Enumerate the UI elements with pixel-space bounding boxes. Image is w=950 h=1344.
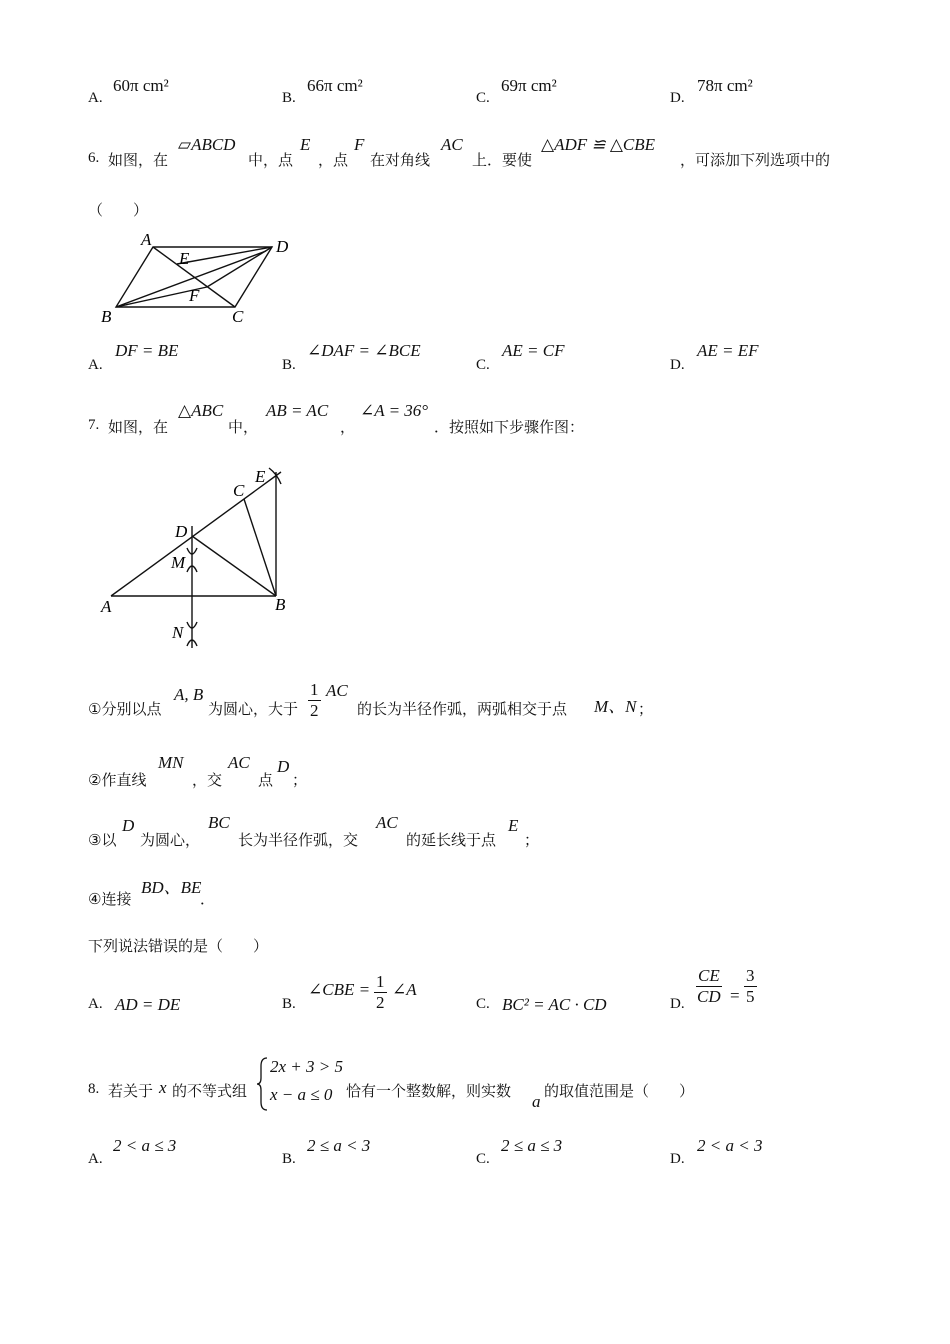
q7-label-d: D (175, 522, 188, 541)
q6-parallelogram-figure (95, 228, 305, 328)
q6-option-a-value: DF = BE (115, 341, 179, 360)
q6-label-d: D (276, 237, 289, 256)
q7-step4-bd-be: BD、BE (141, 878, 202, 897)
q7-label-e: E (255, 467, 266, 486)
q6-text-1: 如图，在 (108, 151, 169, 169)
q8-option-b-label: B. (282, 1151, 296, 1167)
q7-step1-half-fraction (308, 680, 321, 721)
q5-option-a-label: A. (88, 90, 103, 106)
q7-option-b-numerator: 1 (376, 972, 385, 991)
q7-step2-text-e: 点 (258, 771, 274, 789)
q7-math-triangle: △ABC (178, 401, 224, 420)
q6-option-d-label: D. (670, 357, 685, 373)
q7-label-a: A (101, 597, 112, 616)
q7-step3-semicolon: ； (524, 831, 540, 849)
q7-step3-text-e: 长为半径作弧，交 (238, 831, 359, 849)
q7-construction-figure (95, 460, 300, 655)
q5-option-b-value: 66π cm² (307, 76, 363, 95)
q7-step1-text-a: ①分别以点 (88, 700, 162, 718)
q8-text-3: 恰有一个整数解，则实数 (346, 1082, 512, 1100)
q7-step3-e: E (508, 816, 519, 835)
q7-option-a-label: A. (88, 996, 103, 1012)
q7-option-b-fraction (374, 972, 387, 1013)
q7-step1-text-f: 的长为半径作弧，两弧相交于点 (357, 700, 568, 718)
q7-step3-text-c: 为圆心， (140, 831, 201, 849)
q6-text-4: 在对角线 (370, 151, 431, 169)
q7-option-b-denominator: 2 (376, 993, 385, 1012)
q7-question-text: 下列说法错误的是（ ） (88, 937, 269, 955)
q7-option-a-value: AD = DE (115, 995, 181, 1014)
q7-step4-text-a: ④连接 (88, 890, 132, 908)
q7-label-m: M (171, 553, 186, 572)
q7-step1-half-numerator: 1 (310, 680, 319, 699)
q7-option-d-denominator-left: CD (697, 987, 721, 1006)
q7-label-c: C (233, 481, 245, 500)
q7-step3-d: D (122, 816, 135, 835)
q7-step1-half-denominator: 2 (310, 701, 319, 720)
q5-option-c-label: C. (476, 90, 490, 106)
q7-number: 7. (88, 417, 100, 433)
q6-text-6: ，可添加下列选项中的 (680, 151, 831, 169)
q6-label-e: E (179, 249, 190, 268)
q6-label-f: F (189, 286, 200, 305)
q7-option-d-fraction-right (744, 966, 757, 1007)
q7-option-c-label: C. (476, 996, 490, 1012)
q6-math-parallelogram: ▱ABCD (178, 135, 236, 154)
q6-option-d-value: AE = EF (697, 341, 759, 360)
q8-option-d-label: D. (670, 1151, 685, 1167)
q7-text-4: ．按照如下步骤作图： (434, 418, 585, 436)
q6-math-congruence: △ADF ≌ △CBE (541, 135, 656, 154)
q7-step3-bc: BC (208, 813, 230, 832)
q7-step2-mn: MN (158, 753, 184, 772)
q7-step2-ac: AC (228, 753, 250, 772)
q7-step1-ac: AC (326, 681, 348, 700)
q6-option-a-label: A. (88, 357, 103, 373)
segment-bc (244, 499, 276, 596)
q6-math-e: E (300, 135, 311, 154)
q8-inequality-1: 2x + 3 > 5 (270, 1057, 343, 1076)
q8-text-1: 若关于 (108, 1082, 154, 1100)
q8-variable-a: a (532, 1092, 541, 1111)
q7-label-b: B (275, 595, 286, 614)
q8-option-b-value: 2 ≤ a < 3 (307, 1136, 371, 1155)
q6-math-f: F (354, 135, 365, 154)
q6-answer-paren: （ ） (88, 201, 149, 219)
q5-option-b-label: B. (282, 90, 296, 106)
q7-step1-semicolon: ； (638, 700, 654, 718)
q7-option-d-denominator-right: 5 (746, 987, 755, 1006)
q5-option-d-label: D. (670, 90, 685, 106)
q5-option-a-value: 60π cm² (113, 76, 169, 95)
q7-step2-text-a: ②作直线 (88, 771, 147, 789)
q7-option-b-rhs: ∠A (392, 980, 417, 999)
q5-option-c-value: 69π cm² (501, 76, 557, 95)
q7-step2-semicolon: ； (292, 771, 308, 789)
q7-option-b-label: B. (282, 996, 296, 1012)
q6-option-c-value: AE = CF (502, 341, 565, 360)
q7-step1-text-c: 为圆心，大于 (208, 700, 299, 718)
q8-option-a-value: 2 < a ≤ 3 (113, 1136, 177, 1155)
q8-option-c-label: C. (476, 1151, 490, 1167)
q8-number: 8. (88, 1081, 100, 1097)
q6-text-3: ，点 (318, 151, 349, 169)
q6-number: 6. (88, 150, 100, 166)
q5-option-d-value: 78π cm² (697, 76, 753, 95)
q7-text-3: ， (340, 418, 356, 436)
q8-system-brace (256, 1056, 270, 1112)
q6-option-c-label: C. (476, 357, 490, 373)
q7-option-d-numerator-left: CE (698, 966, 720, 985)
segment-bd (192, 536, 276, 596)
q8-option-a-label: A. (88, 1151, 103, 1167)
q7-option-d-numerator-right: 3 (746, 966, 755, 985)
q7-step4-period: ． (200, 890, 216, 908)
q7-option-b-lhs: ∠CBE = (308, 980, 371, 999)
q6-label-b: B (101, 307, 112, 326)
q6-text-2: 中，点 (248, 151, 294, 169)
q7-step2-text-c: ，交 (192, 771, 223, 789)
q7-step1-points-mn: M、N (594, 697, 637, 716)
q7-option-d-label: D. (670, 996, 685, 1012)
q7-option-c-value: BC² = AC · CD (502, 995, 607, 1014)
q7-math-angle-a: ∠A = 36° (360, 401, 429, 420)
q7-math-ab-ac: AB = AC (266, 401, 329, 420)
q8-option-d-value: 2 < a < 3 (697, 1136, 763, 1155)
q7-option-d-fraction-left (696, 966, 722, 1007)
q8-text-2: 的不等式组 (172, 1082, 248, 1100)
q8-option-c-value: 2 ≤ a ≤ 3 (501, 1136, 563, 1155)
q6-text-5: 上．要使 (472, 151, 533, 169)
q6-label-c: C (232, 307, 244, 326)
q7-step3-text-g: 的延长线于点 (406, 831, 497, 849)
q7-text-2: 中， (228, 418, 259, 436)
q7-option-d-equals: = (730, 986, 740, 1005)
q7-step3-text-a: ③以 (88, 831, 117, 849)
q7-step1-points-ab: A, B (174, 685, 204, 704)
q6-option-b-value: ∠DAF = ∠BCE (307, 341, 421, 360)
q7-step2-d: D (277, 757, 290, 776)
q7-step3-ac: AC (376, 813, 398, 832)
q6-option-b-label: B. (282, 357, 296, 373)
q6-label-a: A (141, 230, 152, 249)
q8-variable-x: x (159, 1078, 167, 1097)
q7-text-1: 如图，在 (108, 418, 169, 436)
q6-math-ac: AC (441, 135, 463, 154)
q7-label-n: N (172, 623, 184, 642)
q8-inequality-2: x − a ≤ 0 (270, 1085, 333, 1104)
q8-text-4: 的取值范围是（ ） (544, 1082, 695, 1100)
